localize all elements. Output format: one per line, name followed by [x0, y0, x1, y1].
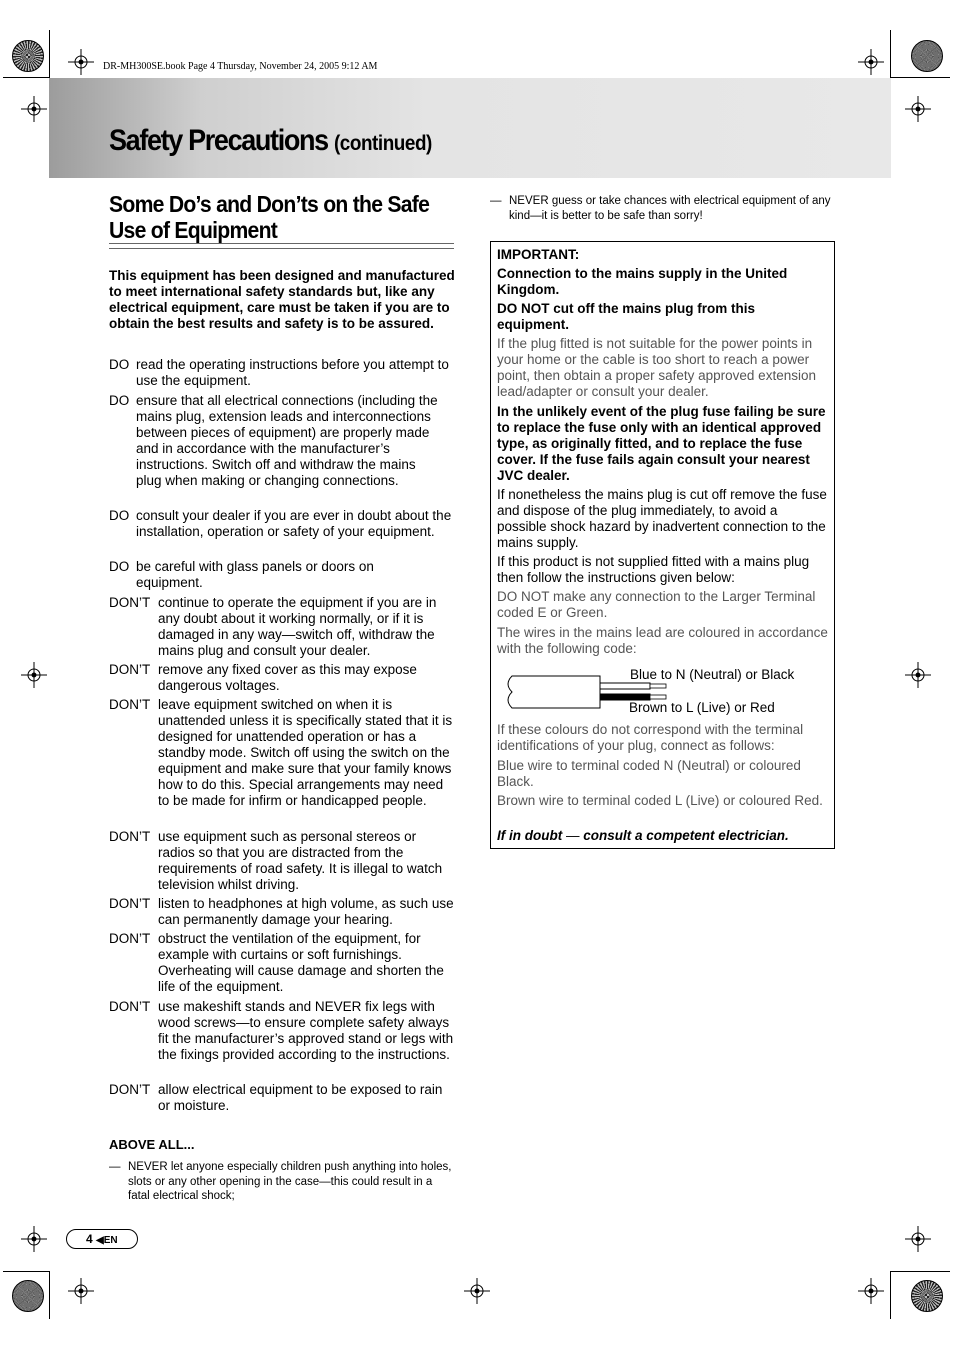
important-para: If the plug fitted is not suitable for the power points in your home or the cable is too short to reach a power point, then obtain a proper safety approved extension lead/adapter or consult your dealer.	[497, 336, 816, 399]
item-key: DON’T	[109, 697, 151, 712]
page-title-subtitle: (continued)	[333, 132, 432, 155]
dash-mark: —	[490, 195, 502, 207]
page-title	[109, 124, 432, 158]
registration-mark-icon	[464, 1278, 490, 1304]
item-key: DO	[109, 508, 130, 523]
registration-mark-icon	[858, 49, 884, 75]
item-key: DON’T	[109, 999, 151, 1014]
important-para: Brown wire to terminal coded L (Live) or coloured Red.	[497, 793, 823, 808]
important-para: If nonetheless the mains plug is cut off remove the fuse and dispose of the plug immediately, to avoid a possible shock hazard by inadvertent connection to the mains supply.	[497, 487, 827, 550]
heading-rule	[109, 243, 454, 249]
registration-mark-icon	[68, 49, 94, 75]
color-calibration-icon	[911, 1280, 943, 1312]
item-text: use equipment such as personal stereos or radios so that you are distracted from the requirements of road safety. It is illegal to watch television whilst driving.	[158, 829, 443, 892]
item-text: leave equipment switched on when it is unattended unless it is specifically stated that it is designed for unattended operation or has a standby mode. Switch off using the switch on the equipment and make sure that your family knows how to do this. Special arrangements may need to be made for infirm or handicapped people.	[158, 697, 453, 808]
item-key: DO	[109, 357, 130, 372]
closing-part: If in doubt	[497, 828, 563, 843]
item-key: DO	[109, 393, 130, 408]
important-para: The wires in the mains lead are coloured in accordance with the following code:	[497, 625, 828, 656]
item-text: ensure that all electrical connections (including the mains plug, extension leads and interconnections between pieces of equipment) are properly made and in accordance with the manufacturer’s instructions. Switch off and withdraw the mains plug when making or changing connections.	[136, 393, 438, 488]
registration-mark-icon	[21, 662, 47, 688]
item-key: DON’T	[109, 829, 151, 844]
color-calibration-icon	[12, 1280, 44, 1312]
registration-mark-icon	[858, 1278, 884, 1304]
registration-mark-icon	[21, 1226, 47, 1252]
registration-mark-icon	[905, 662, 931, 688]
item-text: remove any fixed cover as this may expose dangerous voltages.	[158, 662, 417, 693]
important-para: DO NOT cut off the mains plug from this equipment.	[497, 301, 755, 332]
left-arrow-icon: ◀	[96, 1235, 104, 1246]
item-text: consult your dealer if you are ever in doubt about the installation, operation or safety of your equipment.	[136, 508, 452, 539]
item-key: DON’T	[109, 931, 151, 946]
wire-label-brown: Brown to L (Live) or Red	[629, 700, 775, 715]
item-text: allow electrical equipment to be exposed to rain or moisture.	[158, 1082, 443, 1113]
section-heading: Some Do’s and Don’ts on the Safe Use of Equipment	[109, 191, 430, 243]
page-number-value: 4	[86, 1232, 93, 1246]
important-label: IMPORTANT:	[497, 247, 580, 262]
color-calibration-icon	[911, 40, 943, 72]
important-closing	[497, 828, 829, 844]
closing-dash: —	[562, 828, 584, 843]
color-calibration-icon	[12, 40, 44, 72]
important-para: If this product is not supplied fitted with a mains plug then follow the instructions given below:	[497, 554, 810, 585]
wire-label-blue: Blue to N (Neutral) or Black	[630, 667, 795, 682]
closing-part: consult a competent electrician.	[583, 828, 789, 843]
item-text: be careful with glass panels or doors on equipment.	[136, 559, 374, 590]
intro-paragraph: This equipment has been designed and manufactured to meet international safety standards but, like any electrical equipment, care must be taken if you are to obtain the best results and safety is to be assured.	[109, 268, 455, 331]
important-para: Blue wire to terminal coded N (Neutral) or coloured Black.	[497, 758, 801, 789]
dash-mark: —	[109, 1161, 121, 1173]
note-text: NEVER let anyone especially children push anything into holes, slots or any other opening in the case—this could result in a fatal electrical shock;	[128, 1161, 452, 1202]
item-key: DO	[109, 559, 130, 574]
item-text: use makeshift stands and NEVER fix legs with wood screws—to ensure complete safety always fit the manufacturer’s approved stand or legs with the fixings provided according to the instructions.	[158, 999, 454, 1062]
registration-mark-icon	[905, 1226, 931, 1252]
important-para: DO NOT make any connection to the Larger Terminal coded E or Green.	[497, 589, 816, 620]
item-text: continue to operate the equipment if you are in any doubt about it working normally, or if it is damaged in any way—switch off, withdraw the mains plug and consult your dealer.	[158, 595, 437, 658]
language-code: EN	[103, 1235, 118, 1246]
registration-mark-icon	[905, 96, 931, 122]
note-text: NEVER guess or take chances with electrical equipment of any kind—it is better to be safe than sorry!	[509, 195, 831, 222]
item-key: DON’T	[109, 1082, 151, 1097]
file-info: DR-MH300SE.book Page 4 Thursday, November 24, 2005 9:12 AM	[103, 61, 378, 72]
item-key: DON’T	[109, 595, 151, 610]
registration-mark-icon	[21, 96, 47, 122]
item-text: read the operating instructions before you attempt to use the equipment.	[136, 357, 449, 388]
item-text: listen to headphones at high volume, as such use can permanently damage your hearing.	[158, 896, 454, 927]
registration-mark-icon	[68, 1278, 94, 1304]
page-title-main: Safety Precautions	[109, 124, 328, 157]
item-key: DON’T	[109, 896, 151, 911]
important-para: Connection to the mains supply in the United Kingdom.	[497, 266, 788, 297]
important-para: In the unlikely event of the plug fuse failing be sure to replace the fuse only with an identical approved type, as originally fitted, and to replace the fuse cover. If the fuse fails again consult your nearest JVC dealer.	[497, 404, 826, 483]
item-text: obstruct the ventilation of the equipment, for example with curtains or soft furnishings. Overheating will cause damage and shorten the life of the equipment.	[158, 931, 444, 994]
important-para: If these colours do not correspond with the terminal identifications of your plug, connect as follows:	[497, 722, 804, 753]
item-key: DON’T	[109, 662, 151, 677]
above-all-heading: ABOVE ALL...	[109, 1137, 195, 1152]
page-number	[86, 1232, 118, 1246]
